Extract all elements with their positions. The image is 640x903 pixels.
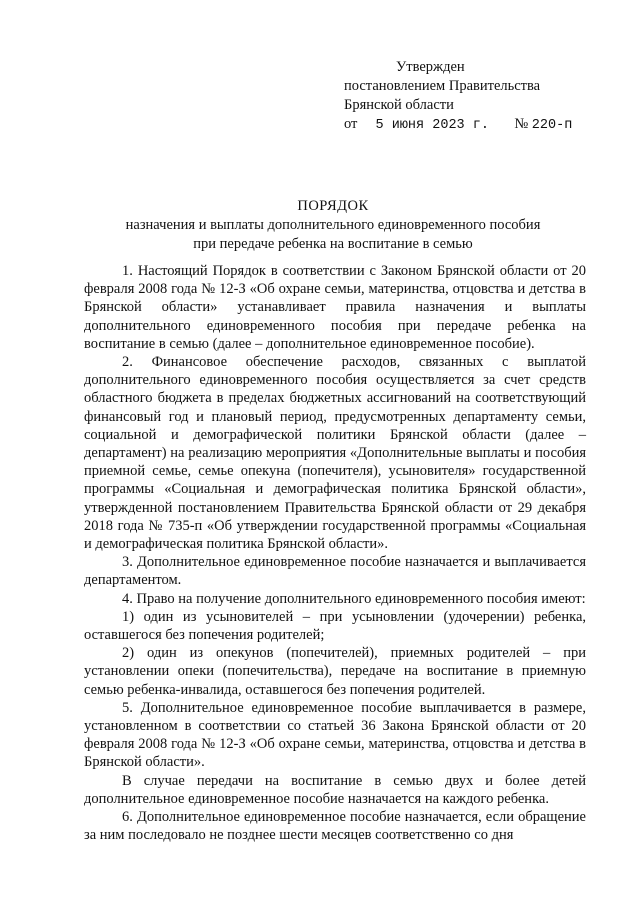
document-subtitle-1: назначения и выплаты дополнительного единовременного пособия	[125, 217, 541, 233]
paragraph-4-item-1: 1) один из усыновителей – при усыновлении (удочерении) ребенка, оставшегося без попечения родителей;	[84, 608, 586, 644]
approval-number: 220-п	[531, 118, 573, 133]
approval-line-2: постановлением Правительства	[344, 78, 541, 94]
document-body	[84, 262, 586, 845]
paragraph-3: 3. Дополнительное единовременное пособие назначается и выплачивается департаментом.	[84, 554, 586, 589]
paragraph-6: 6. Дополнительное единовременное пособие назначается, если обращение за ним последовало не позднее шести месяцев соответственно со дня	[84, 809, 586, 844]
approval-number-sign: №	[514, 116, 529, 132]
paragraph-1: 1. Настоящий Порядок в соответствии с Законом Брянской области от 20 февраля 2008 года № 12-З «Об охране семьи, материнства, отцовства и детства в Брянской области» устанавливает правила назначения и выплаты дополнительного единовременного пособия при передаче ребенка на воспитание в семью (далее – дополнительное единовременное пособие).	[84, 263, 586, 352]
approval-date-line	[344, 115, 572, 135]
paragraph-4-item-2: 2) один из опекунов (попечителей), приемных родителей – при установлении опеки (попечительства), передаче на воспитание в приемную семью ребенка-инвалида, оставшегося без попечения родителей.	[84, 645, 586, 698]
paragraph-4: 4. Право на получение дополнительного единовременного пособия имеют:	[122, 590, 586, 607]
document-title: ПОРЯДОК	[297, 198, 369, 214]
approval-date: 5 июня 2023 г.	[375, 118, 489, 133]
approval-prefix: от	[344, 116, 358, 132]
paragraph-5: 5. Дополнительное единовременное пособие выплачивается в размере, установленном в соответствии со статьей 36 Закона Брянской области от 20 февраля 2008 года № 12-З «Об охране семьи, материнства, отцовства и детства в Брянской области».	[84, 699, 586, 771]
paragraph-5-note: В случае передачи на воспитание в семью двух и более детей дополнительное единовременное пособие назначается на каждого ребенка.	[84, 772, 586, 807]
approval-line-3: Брянской области	[344, 97, 454, 113]
document-subtitle-2: при передаче ребенка на воспитание в семью	[193, 236, 473, 252]
document-heading	[96, 197, 570, 254]
approval-line-1: Утвержден	[396, 59, 465, 75]
approval-stamp	[344, 58, 572, 135]
paragraph-2: 2. Финансовое обеспечение расходов, связанных с выплатой дополнительного единовременного пособия осуществляется за счет средств областного бюджета в пределах бюджетных ассигнований на соответствующий финансовый год и плановый период, предусмотренных департаменту семьи, социальной и демографической политики Брянской области (далее – департамент) на реализацию мероприятия «Дополнительные выплаты и пособия приемной семье, семье опекуна (попечителя), усыновителя» государственной программы «Социальная и демографическая политика Брянской области», утвержденной постановлением Правительства Брянской области от 29 декабря 2018 года № 735-п «Об утверждении государственной программы «Социальная и демографическая политика Брянской области».	[84, 354, 586, 553]
